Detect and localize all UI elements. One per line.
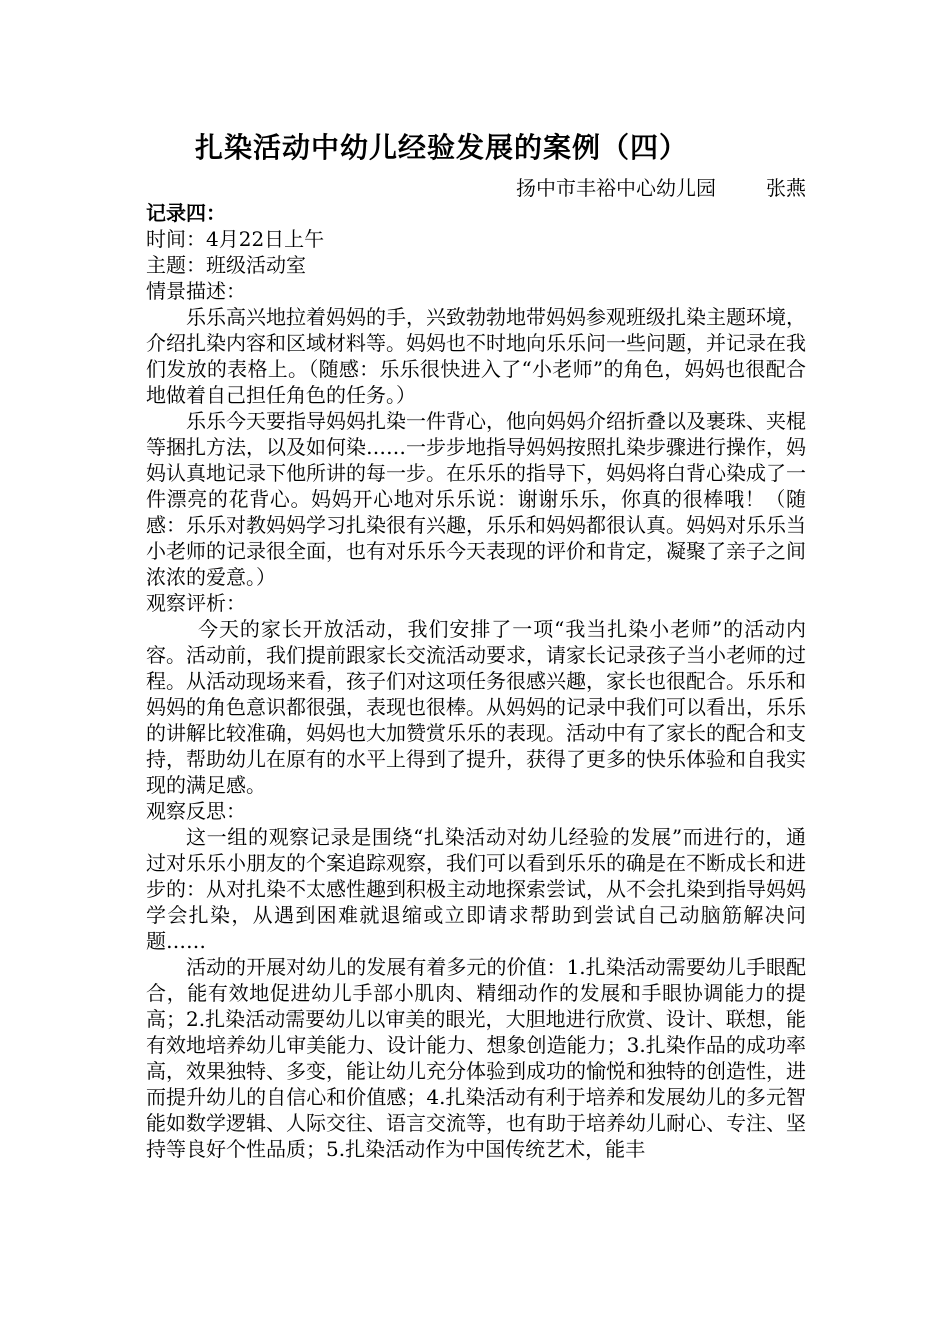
reflection-heading: 观察反思： bbox=[146, 799, 246, 823]
analysis-paragraph: 今天的家长开放活动，我们安排了一项“我当扎染小老师”的活动内容。活动前，我们提前跟家长交流活动要求，请家长记录孩子当小老师的过程。从活动现场来看，孩子们对这项任务很感兴趣，家长也很配合。乐乐和妈妈的角色意识都很强，表现也很棒。从妈妈的记录中我们可以看出，乐乐的讲解比较准确，妈妈也大加赞赏乐乐的表现。活动中有了家长的配合和支持，帮助幼儿在原有的水平上得到了提升，获得了更多的快乐体验和自我实现的满足感。 bbox=[146, 617, 806, 797]
document-body bbox=[146, 200, 806, 1162]
time-line: 时间：4月22日上午 bbox=[146, 227, 325, 251]
scene-heading: 情景描述： bbox=[146, 279, 246, 303]
school-name: 扬中市丰裕中心幼儿园 bbox=[516, 176, 716, 200]
author-name: 张燕 bbox=[766, 176, 806, 200]
author-line bbox=[146, 175, 806, 201]
document-title: 扎染活动中幼儿经验发展的案例（四） bbox=[195, 131, 689, 164]
scene-paragraph-2: 乐乐今天要指导妈妈扎染一件背心，他向妈妈介绍折叠以及裹珠、夹棍等捆扎方法，以及如何染……一步步地指导妈妈按照扎染步骤进行操作，妈妈认真地记录下他所讲的每一步。在乐乐的指导下，妈妈将白背心染成了一件漂亮的花背心。妈妈开心地对乐乐说：谢谢乐乐，你真的很棒哦！（随感：乐乐对教妈妈学习扎染很有兴趣，乐乐和妈妈都很认真。妈妈对乐乐当小老师的记录很全面，也有对乐乐今天表现的评价和肯定，凝聚了亲子之间浓浓的爱意。） bbox=[146, 409, 806, 589]
scene-paragraph-1: 乐乐高兴地拉着妈妈的手，兴致勃勃地带妈妈参观班级扎染主题环境，介绍扎染内容和区域材料等。妈妈也不时地向乐乐问一些问题，并记录在我们发放的表格上。（随感：乐乐很快进入了“小老师”的角色，妈妈也很配合地做着自己担任角色的任务。） bbox=[146, 305, 806, 407]
topic-line: 主题：班级活动室 bbox=[146, 253, 306, 277]
analysis-heading: 观察评析： bbox=[146, 591, 246, 615]
record-label: 记录四： bbox=[146, 201, 226, 225]
reflection-paragraph-1: 这一组的观察记录是围绕“扎染活动对幼儿经验的发展”而进行的，通过对乐乐小朋友的个案追踪观察，我们可以看到乐乐的确是在不断成长和进步的：从对扎染不太感性趣到积极主动地探索尝试，从不会扎染到指导妈妈学会扎染，从遇到困难就退缩或立即请求帮助到尝试自己动脑筋解决问题…… bbox=[146, 825, 806, 953]
reflection-paragraph-2: 活动的开展对幼儿的发展有着多元的价值：1.扎染活动需要幼儿手眼配合，能有效地促进幼儿手部小肌肉、精细动作的发展和手眼协调能力的提高；2.扎染活动需要幼儿以审美的眼光，大胆地进行欣赏、设计、联想，能有效地培养幼儿审美能力、设计能力、想象创造能力；3.扎染作品的成功率高，效果独特、多变，能让幼儿充分体验到成功的愉悦和独特的创造性，进而提升幼儿的自信心和价值感；4.扎染活动有利于培养和发展幼儿的多元智能如数学逻辑、人际交往、语言交流等，也有助于培养幼儿耐心、专注、坚持等良好个性品质；5.扎染活动作为中国传统艺术，能丰 bbox=[146, 955, 806, 1161]
